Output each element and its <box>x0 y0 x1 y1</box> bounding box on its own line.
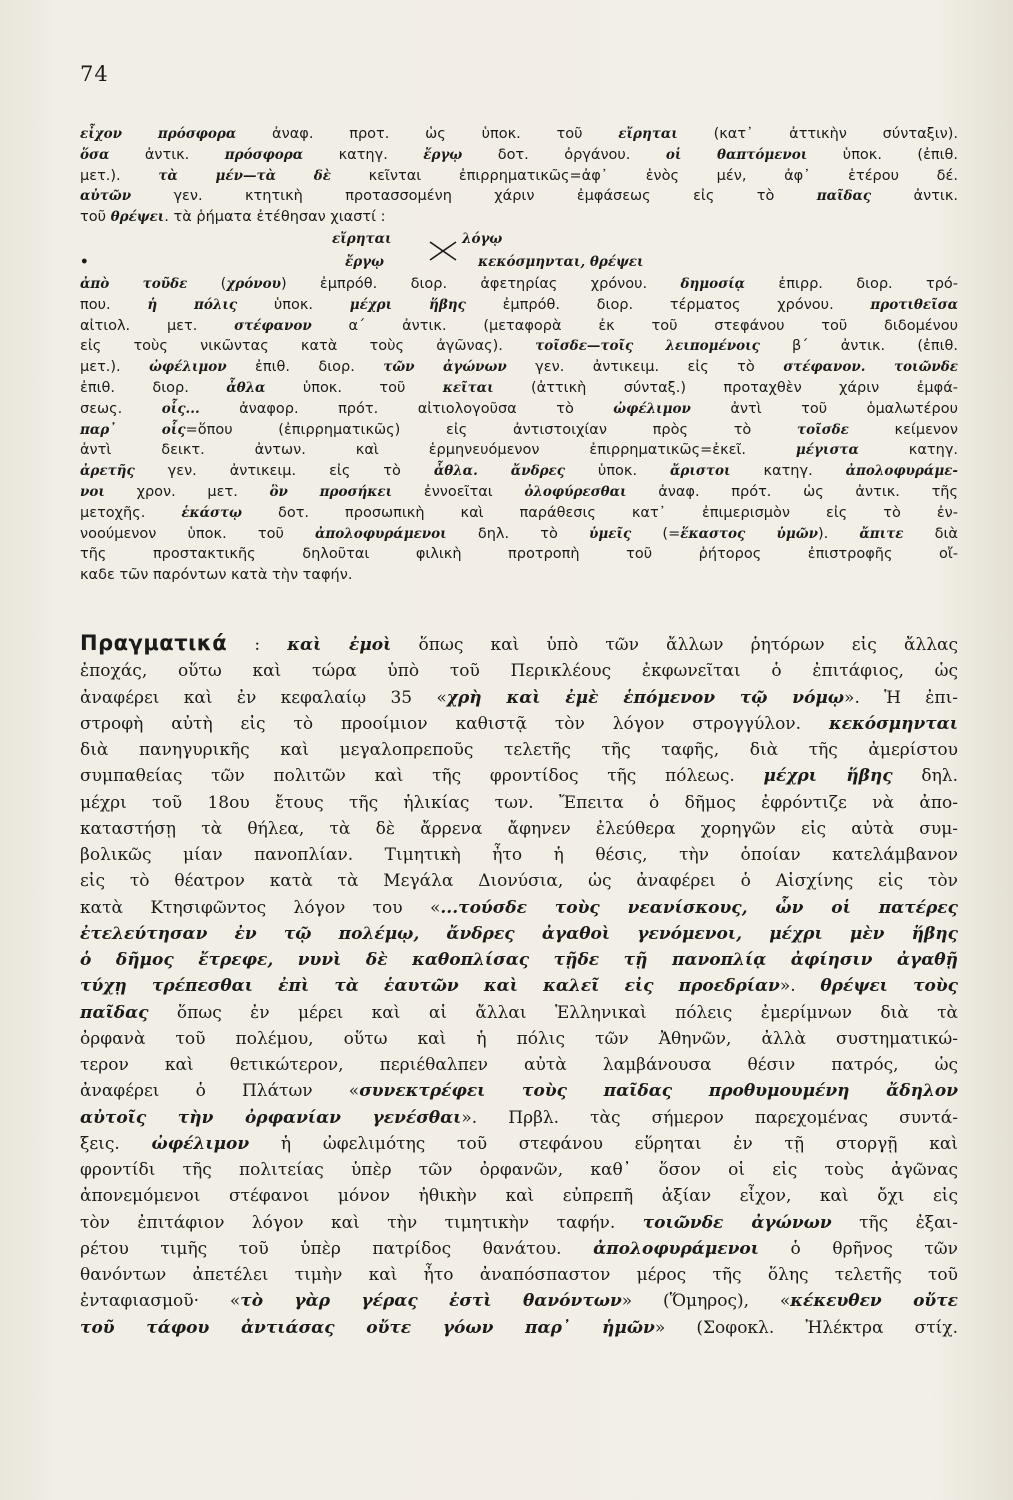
commentary-line <box>80 630 958 658</box>
grammar-notes-part-2 <box>80 274 958 586</box>
commentary-line <box>80 1131 958 1157</box>
commentary-line <box>80 1157 958 1183</box>
text-run: θανόντων ἀπετέλει τιμὴν καὶ ἦτο ἀναπόσπαστον μέρος τῆς ὅλης τελετῆς τοῦ <box>80 1265 958 1285</box>
text-run: οἱ θαπτόμενοι <box>665 146 808 163</box>
text-run: ρέτου τιμῆς τοῦ ὑπὲρ πατρίδος θανάτου. <box>80 1238 594 1259</box>
text-run: ὅπως ἐν μέρει καὶ αἱ ἄλλαι Ἑλληνικαὶ πόλεις ἐμερίμνων διὰ τὰ <box>148 1002 958 1023</box>
commentary-line <box>80 711 958 737</box>
chiasmus-top-left: εἴρηται <box>332 230 392 247</box>
text-run: ὁ δῆμος ἔτρεφε, νυνὶ δὲ καθοπλίσας τῇδε τῇ πανοπλίᾳ ἀφίησιν ἀγαθῇ <box>80 950 958 970</box>
text-run: ἡ πόλις <box>147 296 238 313</box>
text-run: οἷς... <box>161 400 200 417</box>
text-run: κατηγ. <box>303 146 424 163</box>
commentary-line <box>80 1288 958 1314</box>
text-run: ἐτελεύτησαν ἐν τῷ πολέμῳ, ἄνδρες ἀγαθοὶ γενόμενοι, μέχρι μὲν ἥβης <box>80 923 958 944</box>
note-line <box>80 336 958 357</box>
text-run: τῆς ἐξαι- <box>831 1212 958 1233</box>
text-run: ἀναφέρει ὁ Πλάτων « <box>80 1081 360 1102</box>
text-run: αἰτιολ. μετ. <box>80 317 235 334</box>
page-number: 74 <box>80 62 109 86</box>
note-line <box>80 357 958 378</box>
text-run: ἀπολοφυράμενοι <box>315 525 447 542</box>
text-run: μετ.). <box>80 359 150 376</box>
text-run: κείμενον <box>848 421 958 438</box>
text-run: ὅπως καὶ ὑπὸ τῶν ἄλλων ῥητόρων εἰς ἄλλας <box>391 635 958 655</box>
text-run: δηλ. τὸ <box>446 525 590 542</box>
note-line <box>80 544 958 565</box>
text-run: ὠφέλιμον <box>613 400 691 417</box>
text-run: κατηγ. <box>858 442 959 459</box>
text-run: ἑκάστῳ <box>181 504 242 521</box>
text-run: κατὰ Κτησιφῶντος λόγον του « <box>80 897 441 918</box>
text-run: Πραγματικά <box>80 631 228 655</box>
text-run: ἐννοεῖται <box>392 483 525 500</box>
text-run: τύχῃ τρέπεσθαι ἐπὶ τὰ ἑαυτῶν καὶ καλεῖ εἰς προεδρίαν <box>80 976 780 997</box>
commentary-section <box>80 630 958 1341</box>
text-run: νοούμενον ὑποκ. τοῦ <box>80 525 315 542</box>
text-run: καταστήσῃ τὰ θήλεα, τὰ δὲ ἄρρενα ἄφηνεν ἐλεύθερα χορηγῶν εἰς αὐτὰ συμ- <box>80 818 958 839</box>
text-run: =ὅπου (ἐπιρρηματικῶς) εἰς ἀντιστοιχίαν πρὸς τὸ <box>185 421 798 438</box>
commentary-line <box>80 1000 958 1026</box>
text-run: ξεις. <box>80 1133 152 1154</box>
text-run: ...τούσδε τοὺς νεανίσκους, ὧν οἱ πατέρες <box>440 897 958 918</box>
commentary-line <box>80 1183 958 1209</box>
text-run: θρέψει <box>110 209 165 226</box>
chiasmus-cross-icon <box>428 240 458 262</box>
text-run: ὑποκ. <box>564 463 671 480</box>
commentary-line <box>80 1052 958 1078</box>
note-line <box>80 186 958 207</box>
text-run: (κατ᾽ ἀττικὴν σύνταξιν). <box>677 126 958 142</box>
commentary-line <box>80 1262 958 1288</box>
text-run: παῖδας <box>80 1002 149 1023</box>
text-run: ὑποκ. <box>237 296 350 313</box>
text-run: παρ᾽ οἷς <box>80 421 186 438</box>
text-run: στέφανον. τοιῶνδε <box>783 359 959 376</box>
text-run: ». Πρβλ. τὰς σήμερον παρεχομένας συντά- <box>461 1107 958 1128</box>
text-run: καὶ ἐμοὶ <box>287 635 392 655</box>
text-run: γεν. ἀντικειμ. εἰς τὸ <box>506 359 784 376</box>
note-line <box>80 524 958 545</box>
text-run: θρέψει τοὺς <box>820 976 958 997</box>
text-run: ὠφέλιμον <box>151 1133 250 1154</box>
commentary-line <box>80 1105 958 1131</box>
commentary-line <box>80 1236 958 1262</box>
text-run: αὐτῶν <box>80 188 132 205</box>
text-run: τοιῶνδε ἀγώνων <box>642 1212 832 1233</box>
text-run: τὸ γὰρ γέρας ἐστὶ θανόντων <box>240 1291 622 1312</box>
text-run: ἀντικ. <box>109 146 225 163</box>
commentary-line <box>80 1210 958 1236</box>
text-run: ἀρετῆς <box>80 463 135 480</box>
text-run: ἐμπρόθ. διορ. τέρματος χρόνου. <box>465 296 871 313</box>
commentary-line <box>80 763 958 789</box>
text-run: ἆθλα <box>226 379 266 396</box>
text-run: ἀναφέρει καὶ ἐν κεφαλαίῳ 35 « <box>80 687 447 708</box>
text-run: πρόσφορα <box>224 146 304 163</box>
text-run: ἀναφορ. πρότ. αἰτιολογοῦσα τὸ <box>199 400 614 417</box>
text-run: τοῖσδε—τοῖς λειπομένοις <box>535 338 760 355</box>
text-run: γεν. κτητικὴ προτασσομένη χάριν ἐμφάσεως εἰς τὸ <box>131 188 817 205</box>
text-run: τὸν ἐπιτάφιον λόγον καὶ τὴν τιμητικὴν ταφήν. <box>80 1212 643 1233</box>
note-line <box>80 399 958 420</box>
text-run: . τὰ ῥήματα ἐτέθησαν χιαστί : <box>164 209 386 226</box>
text-run: ». <box>779 976 821 997</box>
stray-mark: • <box>80 253 89 270</box>
text-run: χρον. μετ. <box>104 483 270 500</box>
text-run: αὐτοῖς τὴν ὀρφανίαν γενέσθαι <box>80 1107 462 1128</box>
text-run: ὀρφανὰ τοῦ πολέμου, οὕτω καὶ ἡ πόλις τῶν Ἀθηνῶν, ἀλλὰ συστηματικώ- <box>80 1028 958 1049</box>
text-run: μέγιστα <box>795 442 859 459</box>
text-run: α΄ ἀντικ. (μεταφορὰ ἐκ τοῦ στεφάνου τοῦ διδομένου <box>311 317 958 334</box>
text-run: ἄριστοι <box>670 463 731 480</box>
text-run: στέφανον <box>234 317 312 334</box>
text-run: τερον καὶ θετικώτερον, περιέθαλπεν αὐτὰ λαμβάνουσα θέσιν πατρός, ὡς <box>80 1055 958 1075</box>
chiasmus-bottom-left: ἔργῳ <box>345 253 384 270</box>
text-run: δημοσίᾳ <box>680 275 746 292</box>
text-run: παῖδας <box>816 188 872 205</box>
note-line <box>80 295 958 316</box>
text-run: ὑμεῖς <box>589 525 632 542</box>
text-run: διὰ <box>903 525 958 542</box>
text-run: δηλ. <box>892 766 958 787</box>
note-line <box>80 274 958 295</box>
note-line <box>80 124 958 145</box>
commentary-line <box>80 921 958 947</box>
note-line <box>80 316 958 337</box>
text-run: προτιθεῖσα <box>870 296 958 313</box>
text-run: τῶν ἀγώνων <box>383 359 507 376</box>
text-run: » (Σοφοκλ. Ἠλέκτρα στίχ. <box>654 1317 958 1338</box>
text-run: ἀπολοφυράμε- <box>845 463 959 480</box>
note-line <box>80 461 958 482</box>
text-run: ἐποχάς, οὕτω καὶ τώρα ὑπὸ τοῦ Περικλέους ἐκφωνεῖται ὁ ἐπιτάφιος, ὡς <box>80 661 958 682</box>
text-run: μέχρι ἥβης <box>349 296 466 313</box>
text-run: β΄ ἀντικ. (ἐπιθ. <box>759 338 958 355</box>
text-run: καδε τῶν παρόντων κατὰ τὴν ταφήν. <box>80 567 353 584</box>
commentary-line <box>80 895 958 921</box>
text-run: ἆθλα. ἄνδρες <box>433 463 565 480</box>
text-run: ὑποκ. τοῦ <box>265 379 443 396</box>
text-run: ἀπονεμόμενοι στέφανοι μόνον ἠθικὴν καὶ εὐπρεπῆ ἀξίαν εἶχον, καὶ ὄχι εἰς <box>80 1186 958 1207</box>
note-line <box>80 166 958 187</box>
text-run: ἕκαστος ὑμῶν <box>680 525 818 542</box>
text-run: ( <box>187 275 227 292</box>
text-run: εἰς τοὺς νικῶντας κατὰ τοὺς ἀγῶνας). <box>80 338 536 355</box>
text-run: ἀντικ. <box>871 188 958 205</box>
text-run: κεῖται <box>442 379 494 396</box>
text-run: ἀντὶ τοῦ ὁμαλωτέρου <box>690 400 958 417</box>
text-run: ἐπιθ. διορ. <box>80 379 227 396</box>
text-run: ὃν προσήκει <box>269 483 393 500</box>
text-run: κέκευθεν οὔτε <box>790 1291 958 1312</box>
text-run: κεκόσμηνται <box>828 713 958 734</box>
text-run: εἴρηται <box>618 126 678 142</box>
note-line <box>80 440 958 461</box>
text-run: που. <box>80 296 148 313</box>
commentary-line <box>80 790 958 816</box>
text-run: » (Ὅμηρος), « <box>621 1291 791 1312</box>
text-run: εἰς τὸ θέατρον κατὰ τὰ Μεγάλα Διονύσια, ὡς ἀναφέρει ὁ Αἰσχίνης εἰς τὸν <box>80 871 958 892</box>
text-run: ἀναφ. πρότ. ὡς ἀντικ. τῆς <box>626 483 958 500</box>
text-run: ἐνταφιασμοῦ· « <box>80 1291 241 1312</box>
chiasmus-diagram <box>80 228 958 274</box>
text-run: εἶχον πρόσφορα <box>80 126 237 142</box>
commentary-line <box>80 973 958 999</box>
text-run: (= <box>631 525 681 542</box>
text-run: τῆς προστακτικῆς δηλοῦται φιλικὴ προτροπὴ τοῦ ῥήτορος ἐπιστροφῆς οἴ- <box>80 546 958 563</box>
text-run: δοτ. προσωπικὴ καὶ παράθεσις κατ᾽ ἐπιμερισμὸν εἰς τὸ ἐν- <box>241 504 958 521</box>
text-run: ἐπιθ. διορ. <box>226 359 384 376</box>
text-run: μέχρι τοῦ 18ου ἔτους τῆς ἡλικίας των. Ἔπειτα ὁ δῆμος ἐφρόντιζε νὰ ἀπο- <box>80 792 958 813</box>
text-run: τοῦ <box>80 209 111 226</box>
commentary-line <box>80 685 958 711</box>
text-run: τοῦ τάφου ἀντιάσας οὔτε γόων παρ᾽ ἡμῶν <box>80 1317 655 1338</box>
chiasmus-bottom-right: κεκόσμηνται, θρέψει <box>478 253 644 270</box>
text-run: συνεκτρέφει τοὺς παῖδας προθυμουμένη ἄδηλον <box>359 1081 958 1102</box>
text-run: ἔργῳ <box>423 146 463 163</box>
text-run: τὰ μέν—τὰ δὲ <box>158 167 331 184</box>
grammar-notes <box>80 124 958 586</box>
note-line <box>80 503 958 524</box>
text-run: ἀναφ. προτ. ὡς ὑποκ. τοῦ <box>236 126 619 142</box>
text-run: δοτ. ὀργάνου. <box>462 146 666 163</box>
text-run: ἄπιτε <box>859 525 904 542</box>
text-run: ὀλοφύρεσθαι <box>524 483 627 500</box>
text-run: ὁ θρῆνος τῶν <box>758 1238 958 1259</box>
commentary-line <box>80 1315 958 1341</box>
note-line <box>80 482 958 503</box>
note-line <box>80 420 958 441</box>
text-run: (ἀττικὴ σύνταξ.) προταχθὲν χάριν ἐμφά- <box>493 379 958 396</box>
text-run: ἡ ὠφελιμότης τοῦ στεφάνου εὕρηται ἐν τῇ στοργῇ καὶ <box>249 1133 958 1154</box>
note-line <box>80 145 958 166</box>
text-run: στροφὴ αὐτὴ εἰς τὸ προοίμιον καθιστᾷ τὸν λόγον στρογγύλον. <box>80 713 829 734</box>
chiasmus-top-right: λόγῳ <box>462 230 503 247</box>
commentary-line <box>80 1078 958 1104</box>
text-run: ). <box>817 525 860 542</box>
text-run: ) ἐμπρόθ. διορ. ἀφετηρίας χρόνου. <box>280 275 681 292</box>
text-run: τοῖσδε <box>797 421 849 438</box>
text-run: βολικῶς μίαν πανοπλίαν. Τιμητικὴ ἦτο ἡ θέσις, τὴν ὁποίαν κατελάμβανον <box>80 845 958 865</box>
text-run: μέχρι ἥβης <box>763 766 893 787</box>
text-run: μετ.). <box>80 167 159 184</box>
commentary-line <box>80 842 958 868</box>
note-line <box>80 565 958 586</box>
commentary-line <box>80 737 958 763</box>
commentary-line <box>80 947 958 973</box>
text-run: διὰ πανηγυρικῆς καὶ μεγαλοπρεποῦς τελετῆς τῆς ταφῆς, διὰ τῆς ἀμερίστου <box>80 740 958 760</box>
text-run: ὑποκ. (ἐπιθ. <box>807 146 959 163</box>
text-run: ἀπὸ τοῦδε <box>80 275 188 292</box>
text-run: ἀντὶ δεικτ. ἀντων. καὶ ἑρμηνευόμενον ἐπιρρηματικῶς=ἐκεῖ. <box>80 442 796 459</box>
commentary-line <box>80 868 958 894</box>
text-run: ὅσα <box>80 146 110 163</box>
text-run: κεῖνται ἐπιρρηματικῶς=ἀφ᾽ ἑνὸς μέν, ἀφ᾽ ἑτέρου δέ. <box>330 167 958 184</box>
text-run: ». Ἡ ἐπι- <box>844 687 959 708</box>
text-run: νοι <box>80 483 105 500</box>
text-run: ἐπιρρ. διορ. τρό- <box>745 275 959 292</box>
text-run: ὠφέλιμον <box>149 359 227 376</box>
text-run: χρόνου <box>226 275 281 292</box>
note-line <box>80 207 958 228</box>
text-run: χρὴ καὶ ἐμὲ ἑπόμενον τῷ νόμῳ <box>446 687 845 708</box>
text-run: φροντίδι τῆς πολιτείας ὑπὲρ τῶν ὀρφανῶν, καθ᾽ ὅσον οἱ εἰς τοὺς ἀγῶνας <box>80 1160 958 1180</box>
commentary-line <box>80 658 958 684</box>
text-run: κατηγ. <box>730 463 846 480</box>
text-run: γεν. ἀντικειμ. εἰς τὸ <box>134 463 434 480</box>
text-run: σεως. <box>80 400 162 417</box>
commentary-line <box>80 1026 958 1052</box>
text-run: ἀπολοφυράμενοι <box>593 1238 759 1259</box>
text-run: : <box>227 635 288 655</box>
text-run: μετοχῆς. <box>80 504 182 521</box>
grammar-notes-part-1 <box>80 124 958 228</box>
note-line <box>80 378 958 399</box>
text-run: συμπαθείας τῶν πολιτῶν καὶ τῆς φροντίδος τῆς πόλεως. <box>80 766 764 787</box>
commentary-line <box>80 816 958 842</box>
